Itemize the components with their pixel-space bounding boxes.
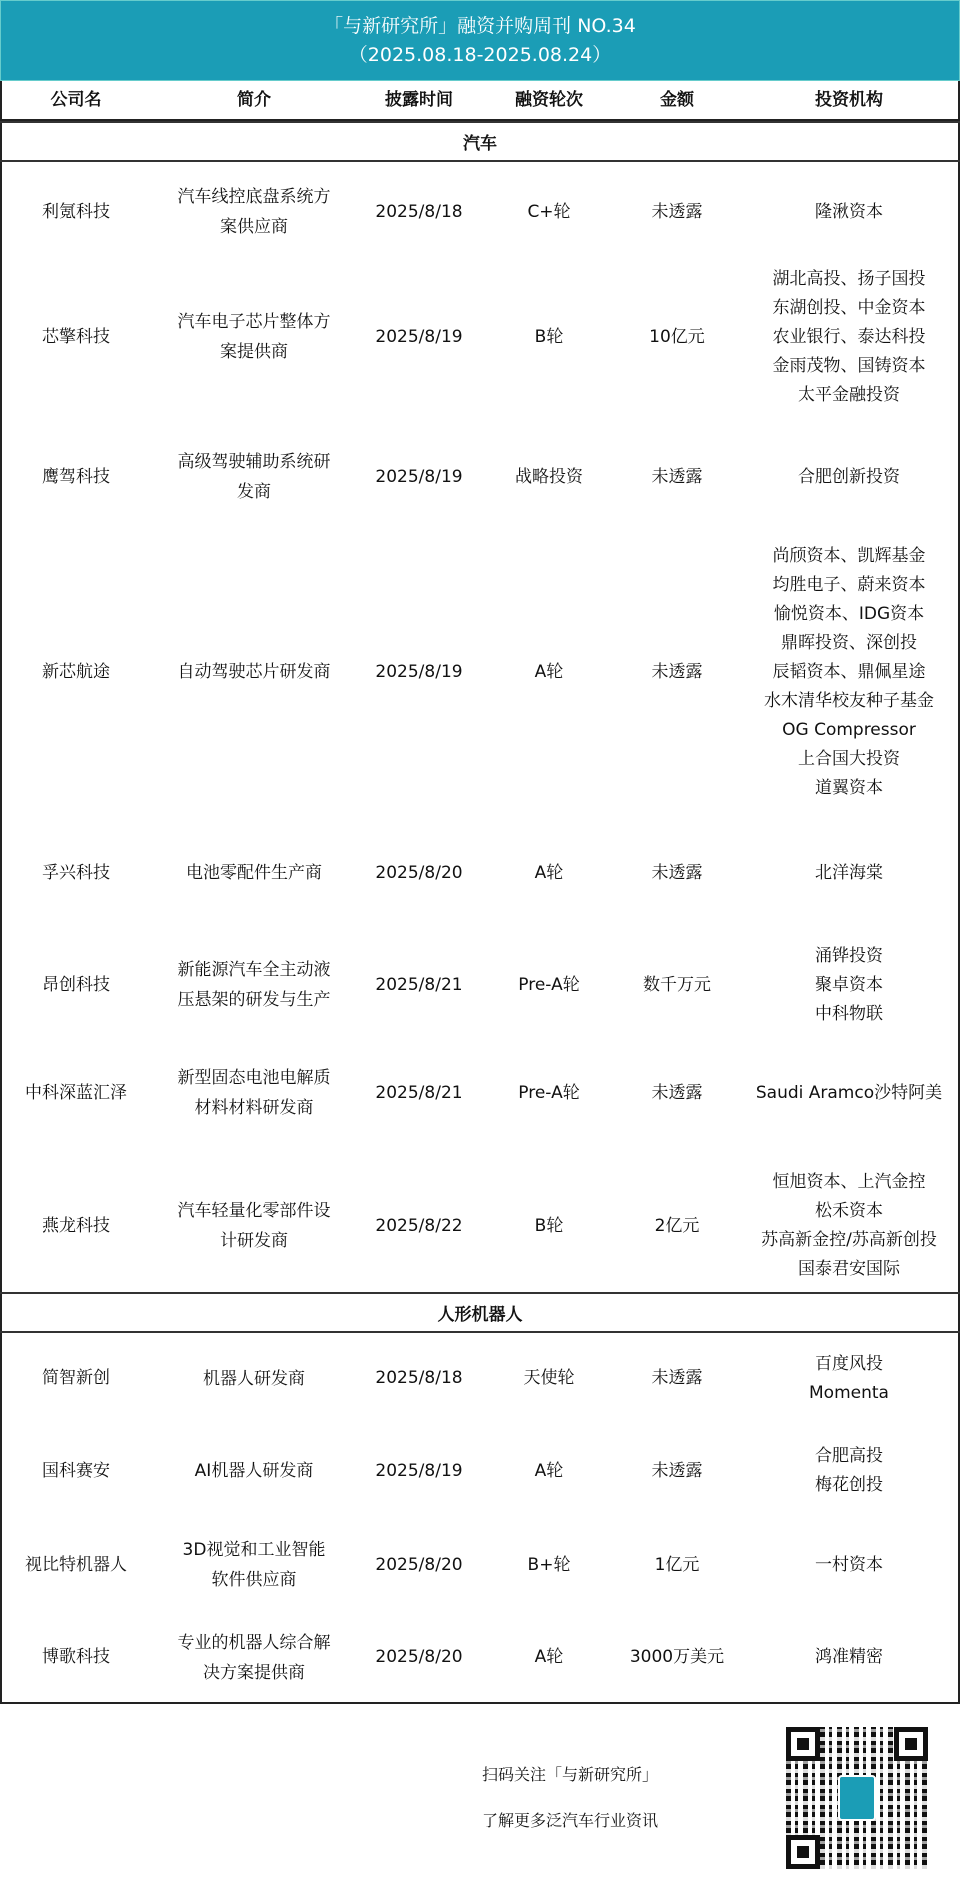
funding-amount: 未透露: [651, 1460, 703, 1481]
company-description: [152, 307, 356, 367]
col-round: 融资轮次: [515, 89, 583, 110]
company-name: 视比特机器人: [25, 1554, 127, 1575]
table-row: [0, 162, 960, 262]
investor-line: 梅花创投: [815, 1475, 883, 1495]
company-name: 简智新创: [42, 1368, 110, 1388]
investor-line: 辰韬资本、鼎佩星途: [772, 661, 926, 682]
investor-line: 松禾资本: [815, 1201, 883, 1221]
investor-line: 北洋海棠: [815, 862, 883, 883]
investor-line: 合肥高投: [815, 1446, 883, 1466]
company-description: [152, 1364, 356, 1394]
investor-line: OG Compressor: [782, 719, 916, 740]
description-line: 高级驾驶辅助系统研: [177, 452, 331, 472]
col-desc: 简介: [237, 89, 271, 110]
investors: [738, 1350, 960, 1408]
disclosure-date: 2025/8/19: [375, 1460, 463, 1481]
investor-line: 均胜电子、蔚来资本: [772, 574, 926, 595]
company-description: [152, 447, 356, 507]
investor-line: Saudi Aramco沙特阿美: [755, 1082, 943, 1103]
investor-line: 涌铧投资: [815, 945, 883, 966]
investors: [738, 859, 960, 888]
disclosure-date: 2025/8/20: [375, 1647, 463, 1667]
company-name: 国科赛安: [42, 1460, 110, 1481]
disclosure-date: 2025/8/19: [375, 326, 463, 347]
company-name: 中科深蓝汇泽: [25, 1082, 127, 1103]
table-row: [0, 542, 960, 802]
report-header: [0, 0, 960, 81]
company-name: 昂创科技: [42, 974, 110, 995]
table-row: [0, 1333, 960, 1424]
investor-line: 尚颀资本、凯辉基金: [772, 545, 926, 566]
company-name: 利氪科技: [42, 201, 110, 222]
company-name: 芯擎科技: [42, 326, 110, 347]
funding-round: B轮: [534, 326, 564, 347]
investor-line: 百度风投: [815, 1353, 883, 1374]
company-name: 鹰驾科技: [42, 466, 110, 487]
investor-line: 鼎晖投资、深创投: [781, 632, 917, 653]
funding-round: B轮: [534, 1215, 564, 1236]
investor-line: 隆湫资本: [815, 201, 883, 222]
description-line: 案提供商: [220, 342, 288, 362]
col-date: 披露时间: [385, 89, 453, 110]
investor-line: 苏高新金控/苏高新创投: [761, 1230, 937, 1250]
investor-line: 水木清华校友种子基金: [764, 690, 934, 711]
footer-info-text: 了解更多泛汽车行业资讯: [482, 1811, 659, 1830]
investor-line: 聚卓资本: [815, 974, 883, 995]
funding-amount: 3000万美元: [629, 1647, 725, 1667]
investor-line: 一村资本: [815, 1554, 883, 1575]
report-date-range: （2025.08.18-2025.08.24）: [348, 44, 612, 66]
investors: [738, 1643, 960, 1672]
col-investors: 投资机构: [815, 89, 883, 110]
funding-round: Pre-A轮: [518, 1082, 580, 1103]
col-amount: 金额: [660, 89, 694, 110]
description-line: 新能源汽车全主动液: [177, 960, 331, 980]
funding-round: B+轮: [527, 1554, 571, 1575]
description-line: 汽车电子芯片整体方: [177, 312, 331, 332]
funding-amount: 未透露: [651, 201, 703, 222]
description-line: 汽车线控底盘系统方: [177, 187, 331, 207]
table-row: [0, 1424, 960, 1518]
investor-line: 上合国大投资: [798, 748, 900, 769]
company-name: 孚兴科技: [42, 862, 110, 883]
investors: [738, 942, 960, 1029]
company-description: [152, 858, 356, 888]
funding-round: 战略投资: [515, 466, 583, 487]
description-line: 新型固态电池电解质: [177, 1068, 331, 1088]
description-line: 自动驾驶芯片研发商: [177, 662, 331, 682]
disclosure-date: 2025/8/18: [375, 1368, 463, 1388]
investors: [738, 542, 960, 803]
investor-line: 东湖创投、中金资本: [772, 297, 926, 318]
col-company: 公司名: [50, 89, 102, 110]
qr-logo-icon: [838, 1775, 876, 1821]
investors: [738, 198, 960, 227]
funding-round: C+轮: [527, 201, 571, 222]
company-description: [152, 1063, 356, 1123]
funding-round: A轮: [534, 1460, 564, 1481]
investor-line: Momenta: [809, 1382, 889, 1403]
section-header: 汽车: [0, 121, 960, 162]
disclosure-date: 2025/8/19: [375, 661, 463, 682]
funding-amount: 数千万元: [643, 974, 711, 995]
description-line: 软件供应商: [211, 1570, 297, 1590]
table-row: [0, 1518, 960, 1612]
investor-line: 道翼资本: [815, 777, 883, 798]
company-name: 燕龙科技: [42, 1215, 110, 1236]
funding-round: A轮: [534, 1647, 564, 1667]
investors: [738, 1079, 960, 1108]
investor-line: 鸿准精密: [815, 1647, 883, 1667]
footer-follow-text: 扫码关注「与新研究所」: [482, 1765, 659, 1784]
company-name: 博歌科技: [42, 1647, 110, 1667]
company-description: [152, 182, 356, 242]
disclosure-date: 2025/8/19: [375, 466, 463, 487]
description-line: 压悬架的研发与生产: [177, 990, 331, 1010]
description-line: 发商: [237, 482, 271, 502]
investors: [738, 1551, 960, 1580]
table-row: [0, 262, 960, 412]
investor-line: 金雨茂物、国铸资本: [772, 355, 926, 376]
report-title: 「与新研究所」融资并购周刊 NO.34: [324, 15, 636, 37]
disclosure-date: 2025/8/22: [375, 1215, 463, 1236]
funding-amount: 2亿元: [654, 1215, 700, 1236]
disclosure-date: 2025/8/20: [375, 1554, 463, 1575]
company-description: [152, 1535, 356, 1595]
investor-line: 合肥创新投资: [798, 466, 900, 487]
investor-line: 恒旭资本、上汽金控: [772, 1172, 926, 1192]
funding-amount: 未透露: [651, 661, 703, 682]
company-description: [152, 1196, 356, 1256]
table-row: [0, 802, 960, 944]
description-line: 专业的机器人综合解: [177, 1632, 331, 1653]
disclosure-date: 2025/8/21: [375, 1082, 463, 1103]
description-line: AI机器人研发商: [194, 1461, 314, 1481]
investor-line: 农业银行、泰达科投: [772, 326, 926, 347]
table-row: [0, 1612, 960, 1703]
company-description: [152, 657, 356, 687]
investors: [738, 463, 960, 492]
description-line: 3D视觉和工业智能: [182, 1540, 326, 1560]
description-line: 案供应商: [220, 217, 288, 237]
funding-round: 天使轮: [523, 1368, 575, 1388]
investor-line: 中科物联: [815, 1003, 883, 1024]
table-row: [0, 412, 960, 542]
investors: [738, 1442, 960, 1500]
section-header: 人形机器人: [0, 1292, 960, 1333]
table-row: [0, 1160, 960, 1292]
description-line: 汽车轻量化零部件设: [177, 1201, 331, 1221]
funding-round: Pre-A轮: [518, 974, 580, 995]
company-description: [152, 1628, 356, 1688]
description-line: 决方案提供商: [203, 1662, 305, 1683]
company-description: [152, 1456, 356, 1486]
funding-amount: 未透露: [651, 1368, 703, 1388]
qr-code: [786, 1727, 928, 1869]
funding-amount: 未透露: [651, 466, 703, 487]
table-header: [0, 81, 960, 121]
disclosure-date: 2025/8/21: [375, 974, 463, 995]
description-line: 机器人研发商: [203, 1368, 305, 1389]
funding-round: A轮: [534, 862, 564, 883]
description-line: 材料材料研发商: [194, 1098, 314, 1118]
funding-amount: 10亿元: [649, 326, 705, 347]
investor-line: 国泰君安国际: [798, 1259, 900, 1279]
description-line: 计研发商: [220, 1231, 288, 1251]
investor-line: 愉悦资本、IDG资本: [773, 603, 925, 624]
disclosure-date: 2025/8/20: [375, 862, 463, 883]
table-row: [0, 1026, 960, 1160]
investor-line: 湖北高投、扬子国投: [772, 268, 926, 289]
table-row: [0, 944, 960, 1026]
funding-amount: 未透露: [651, 1082, 703, 1103]
funding-amount: 未透露: [651, 862, 703, 883]
investors: [738, 1168, 960, 1284]
funding-amount: 1亿元: [654, 1554, 700, 1575]
company-description: [152, 955, 356, 1015]
funding-round: A轮: [534, 661, 564, 682]
disclosure-date: 2025/8/18: [375, 201, 463, 222]
description-line: 电池零配件生产商: [186, 863, 322, 883]
investors: [738, 265, 960, 410]
investor-line: 太平金融投资: [798, 384, 900, 405]
company-name: 新芯航途: [42, 661, 110, 682]
